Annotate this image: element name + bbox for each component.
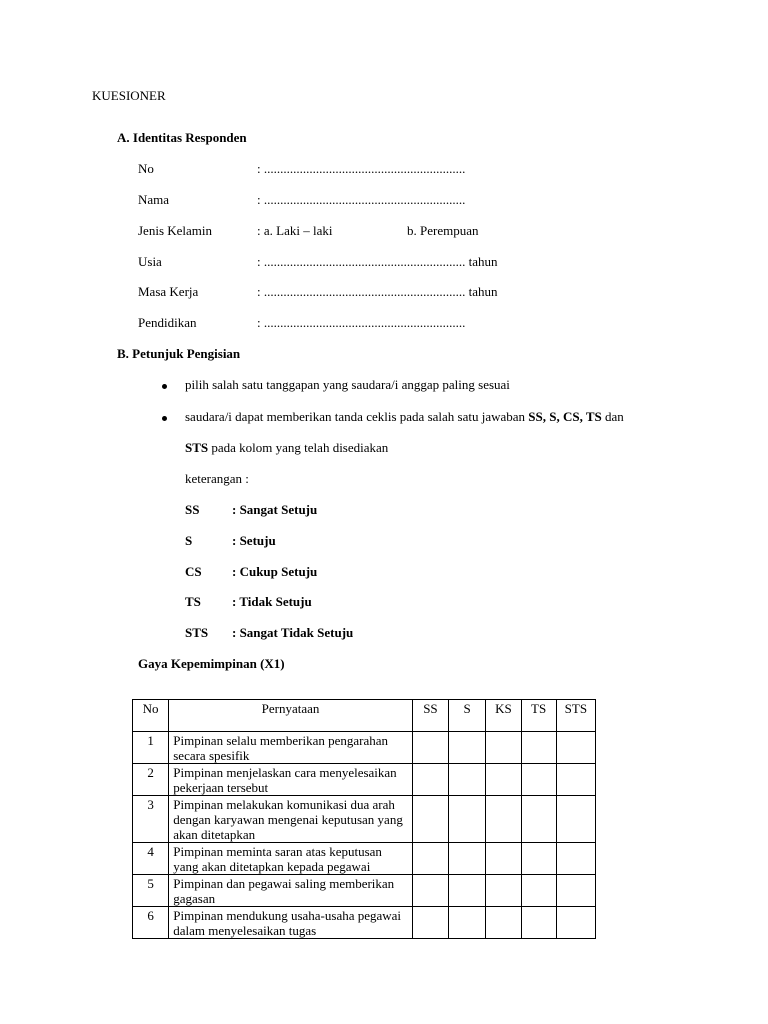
answer-cell-s[interactable] (449, 732, 486, 764)
field-value-jenis-kelamin[interactable]: : a. Laki – laki (257, 223, 333, 238)
answer-cell-ss[interactable] (412, 732, 448, 764)
field-label-usia: Usia (138, 254, 162, 269)
legend-code: TS (185, 594, 201, 609)
answer-cell-ss[interactable] (412, 764, 448, 796)
row-number: 6 (133, 907, 169, 939)
header-ss: SS (412, 700, 448, 732)
answer-cell-ss[interactable] (412, 843, 448, 875)
answer-cell-ks[interactable] (486, 843, 521, 875)
header-ks: KS (486, 700, 521, 732)
field-label-jenis-kelamin: Jenis Kelamin (138, 223, 213, 238)
header-s: S (449, 700, 486, 732)
answer-cell-sts[interactable] (556, 907, 595, 939)
section-b-heading: B. Petunjuk Pengisian (117, 346, 241, 361)
answer-cell-sts[interactable] (556, 732, 595, 764)
keterangan-label: keterangan : (185, 471, 249, 486)
field-value-usia[interactable]: : .............................................................. tahun (257, 254, 498, 269)
section-a-heading: A. Identitas Responden (117, 130, 247, 145)
row-statement: Pimpinan mendukung usaha-usaha pegawai dalam menyelesaikan tugas (169, 907, 413, 939)
answer-cell-ks[interactable] (486, 764, 521, 796)
instruction-2-text: saudara/i dapat memberikan tanda ceklis pada salah satu jawaban (185, 409, 529, 424)
answer-cell-s[interactable] (449, 764, 486, 796)
legend-code: CS (185, 564, 202, 579)
table-row (133, 843, 596, 875)
header-pernyataan: Pernyataan (169, 700, 413, 732)
field-option-perempuan[interactable]: b. Perempuan (407, 223, 479, 238)
legend-desc: : Sangat Tidak Setuju (232, 625, 354, 640)
answer-cell-ts[interactable] (521, 732, 556, 764)
instruction-1: pilih salah satu tanggapan yang saudara/i anggap paling sesuai (185, 377, 510, 392)
table-row (133, 732, 596, 764)
field-label-masa-kerja: Masa Kerja (138, 284, 199, 299)
row-number: 1 (133, 732, 169, 764)
row-statement: Pimpinan menjelaskan cara menyelesaikan pekerjaan tersebut (169, 764, 413, 796)
header-no: No (133, 700, 169, 732)
answer-cell-ts[interactable] (521, 907, 556, 939)
answer-cell-sts[interactable] (556, 875, 595, 907)
field-value-masa-kerja[interactable]: : .............................................................. tahun (257, 284, 498, 299)
variable-title: Gaya Kepemimpinan (X1) (138, 656, 285, 671)
legend-code: STS (185, 625, 209, 640)
header-sts: STS (556, 700, 595, 732)
answer-cell-sts[interactable] (556, 796, 595, 843)
table-row (133, 796, 596, 843)
instruction-2-line2-text: pada kolom yang telah disediakan (208, 440, 389, 455)
legend-desc: : Cukup Setuju (232, 564, 318, 579)
answer-cell-s[interactable] (449, 907, 486, 939)
field-value-no[interactable]: : .............................................................. (257, 161, 466, 176)
row-statement: Pimpinan meminta saran atas keputusan yang akan ditetapkan kepada pegawai (169, 843, 413, 875)
table-row (133, 875, 596, 907)
answer-cell-ks[interactable] (486, 732, 521, 764)
page-title: KUESIONER (92, 88, 166, 103)
field-label-nama: Nama (138, 192, 170, 207)
row-number: 5 (133, 875, 169, 907)
answer-cell-ts[interactable] (521, 875, 556, 907)
answer-cell-ks[interactable] (486, 875, 521, 907)
answer-cell-ts[interactable] (521, 843, 556, 875)
table-header-row (133, 700, 596, 732)
answer-cell-sts[interactable] (556, 843, 595, 875)
instruction-2-sts: STS (185, 440, 209, 455)
bullet-icon (162, 384, 167, 389)
answer-cell-s[interactable] (449, 875, 486, 907)
answer-cell-ts[interactable] (521, 796, 556, 843)
answer-cell-ss[interactable] (412, 875, 448, 907)
row-statement: Pimpinan dan pegawai saling memberikan gagasan (169, 875, 413, 907)
field-value-nama[interactable]: : .............................................................. (257, 192, 466, 207)
legend-desc: : Setuju (232, 533, 276, 548)
row-statement: Pimpinan melakukan komunikasi dua arah dengan karyawan mengenai keputusan yang akan ditetapkan (169, 796, 413, 843)
answer-cell-ss[interactable] (412, 907, 448, 939)
row-statement: Pimpinan selalu memberikan pengarahan secara spesifik (169, 732, 413, 764)
answer-cell-s[interactable] (449, 843, 486, 875)
answer-cell-s[interactable] (449, 796, 486, 843)
row-number: 2 (133, 764, 169, 796)
row-number: 4 (133, 843, 169, 875)
answer-cell-sts[interactable] (556, 764, 595, 796)
legend-desc: : Tidak Setuju (232, 594, 312, 609)
instruction-2-codes: SS, S, CS, TS (528, 409, 602, 424)
bullet-icon (162, 416, 167, 421)
answer-cell-ss[interactable] (412, 796, 448, 843)
questionnaire-table (132, 699, 596, 939)
legend-code: S (185, 533, 193, 548)
legend-code: SS (185, 502, 200, 517)
table-row (133, 764, 596, 796)
row-number: 3 (133, 796, 169, 843)
instruction-2-end: dan (601, 409, 624, 424)
answer-cell-ks[interactable] (486, 907, 521, 939)
field-value-pendidikan[interactable]: : .............................................................. (257, 315, 466, 330)
legend-desc: : Sangat Setuju (232, 502, 318, 517)
header-ts: TS (521, 700, 556, 732)
instruction-2-line2 (185, 440, 388, 456)
instruction-2 (185, 409, 624, 425)
table-row (133, 907, 596, 939)
field-label-no: No (138, 161, 154, 176)
answer-cell-ts[interactable] (521, 764, 556, 796)
answer-cell-ks[interactable] (486, 796, 521, 843)
field-label-pendidikan: Pendidikan (138, 315, 197, 330)
